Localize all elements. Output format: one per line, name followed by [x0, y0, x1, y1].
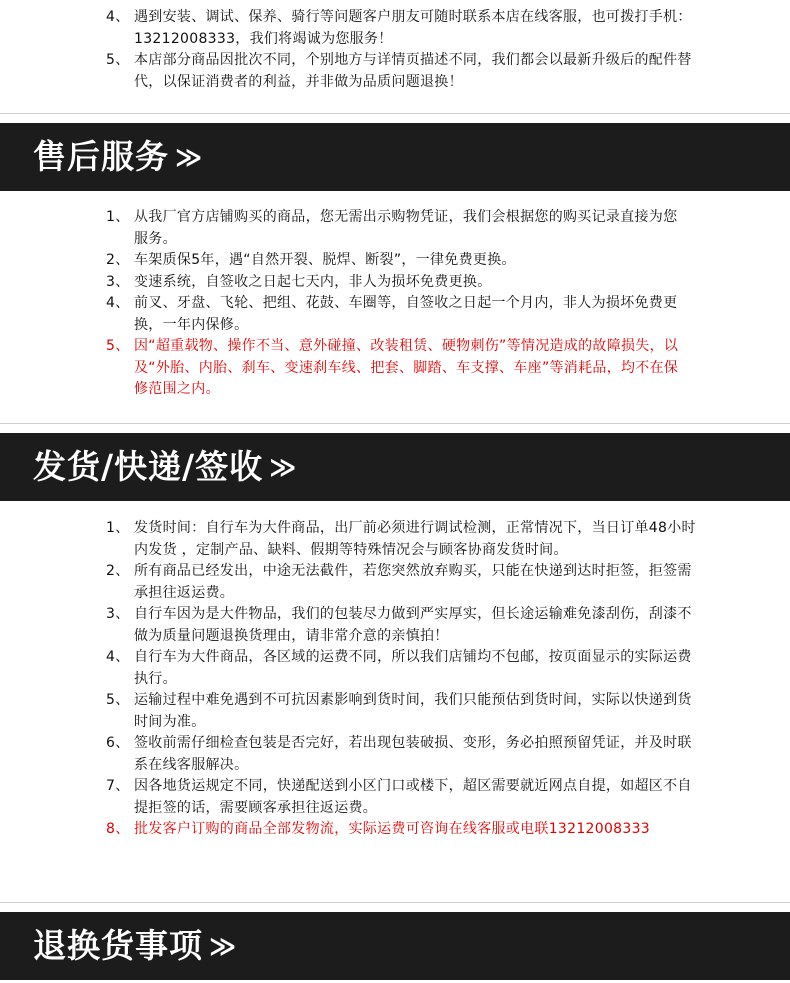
item-number: 5、 [106, 692, 130, 708]
top-policy-list [106, 7, 696, 93]
list-item [106, 561, 702, 604]
item-number: 4、 [106, 295, 130, 311]
item-text: 遇到安装、调试、保养、骑行等问题客户朋友可随时联系本店在线客服，也可拨打手机：13212008333，我们将竭诚为您服务！ [134, 9, 692, 47]
list-item [106, 690, 702, 733]
item-number: 7、 [106, 778, 130, 794]
list-item-warning [106, 336, 684, 401]
list-item [106, 272, 684, 294]
item-text: 运输过程中难免遇到不可抗因素影响到货时间，我们只能预估到货时间，实际以快递到货时间为准。 [134, 692, 692, 730]
item-text: 从我厂官方店铺购买的商品，您无需出示购物凭证，我们会根据您的购买记录直接为您服务。 [134, 209, 678, 247]
item-text: 本店部分商品因批次不同，个别地方与详情页描述不同，我们都会以最新升级后的配件替代，以保证消费者的利益，并非做为品质问题退换！ [134, 52, 692, 90]
after-sales-list [106, 207, 684, 401]
section-title: 退换货事项 ≫ [33, 926, 238, 965]
item-number: 5、 [106, 338, 130, 354]
item-text: 发货时间：自行车为大件商品，出厂前必须进行调试检测，正常情况下，当日订单48小时内发货 ，定制产品、缺料、假期等特殊情况会与顾客协商发货时间。 [134, 520, 696, 558]
section-title: 售后服务 ≫ [33, 137, 204, 176]
item-text: 因各地货运规定不同，快递配送到小区门口或楼下，超区需要就近网点自提，如超区不自提拒签的话，需要顾客承担往返运费。 [134, 778, 692, 816]
item-number: 1、 [106, 520, 130, 536]
double-chevron-right-icon: ≫ [269, 453, 298, 483]
item-text: 签收前需仔细检查包装是否完好，若出现包装破损、变形，务必拍照预留凭证，并及时联系在线客服解决。 [134, 735, 692, 773]
item-number: 3、 [106, 273, 130, 290]
item-number: 2、 [106, 563, 130, 579]
item-number: 2、 [106, 252, 130, 268]
divider [0, 423, 790, 424]
item-number: 1、 [106, 209, 130, 225]
item-number: 4、 [106, 649, 130, 665]
shipping-list [106, 518, 702, 841]
item-number: 5、 [106, 52, 130, 68]
item-text: 所有商品已经发出，中途无法截件，若您突然放弃购买，只能在快递到达时拒签，拒签需承担往返运费。 [134, 563, 692, 601]
double-chevron-right-icon: ≫ [175, 143, 204, 173]
item-text: 因“超重载物、操作不当、意外碰撞、改装租赁、硬物刺伤”等情况造成的故障损失，以及“外胎、内胎、刹车、变速刹车线、把套、脚踏、车支撑、车座”等消耗品，均不在保修范围之内。 [134, 338, 679, 397]
item-text: 前叉、牙盘、飞轮、把组、花鼓、车圈等，自签收之日起一个月内，非人为损坏免费更换，一年内保修。 [134, 295, 678, 333]
list-item [106, 250, 684, 272]
list-item [106, 604, 702, 647]
section-header-after-sales [0, 123, 790, 191]
section-header-shipping [0, 433, 790, 501]
item-number: 6、 [106, 735, 130, 751]
list-item [106, 647, 702, 690]
divider [0, 113, 790, 114]
list-item [106, 776, 702, 819]
section-header-returns [0, 912, 790, 980]
item-text: 自行车为大件商品，各区域的运费不同，所以我们店铺均不包邮，按页面显示的实际运费执行。 [134, 649, 692, 687]
item-number: 4、 [106, 9, 130, 25]
section-title: 发货/快递/签收 ≫ [33, 447, 298, 486]
divider [0, 902, 790, 903]
list-item [106, 7, 696, 50]
list-item [106, 733, 702, 776]
list-item [106, 293, 684, 336]
item-text: 车架质保5年，遇“自然开裂、脱焊、断裂”，一律免费更换。 [134, 252, 516, 268]
list-item [106, 50, 696, 93]
list-item-warning [106, 819, 702, 841]
item-number: 8、 [106, 821, 130, 837]
item-text: 变速系统，自签收之日起七天内，非人为损坏免费更换。 [134, 273, 492, 290]
list-item [106, 207, 684, 250]
item-text: 批发客户订购的商品全部发物流，实际运费可咨询在线客服或电联13212008333 [134, 821, 650, 837]
list-item [106, 518, 702, 561]
item-number: 3、 [106, 606, 130, 622]
double-chevron-right-icon: ≫ [209, 932, 238, 962]
item-text: 自行车因为是大件物品，我们的包装尽力做到严实厚实，但长途运输难免漆刮伤，刮漆不做为质量问题退换货理由，请非常介意的亲慎拍！ [134, 606, 692, 644]
